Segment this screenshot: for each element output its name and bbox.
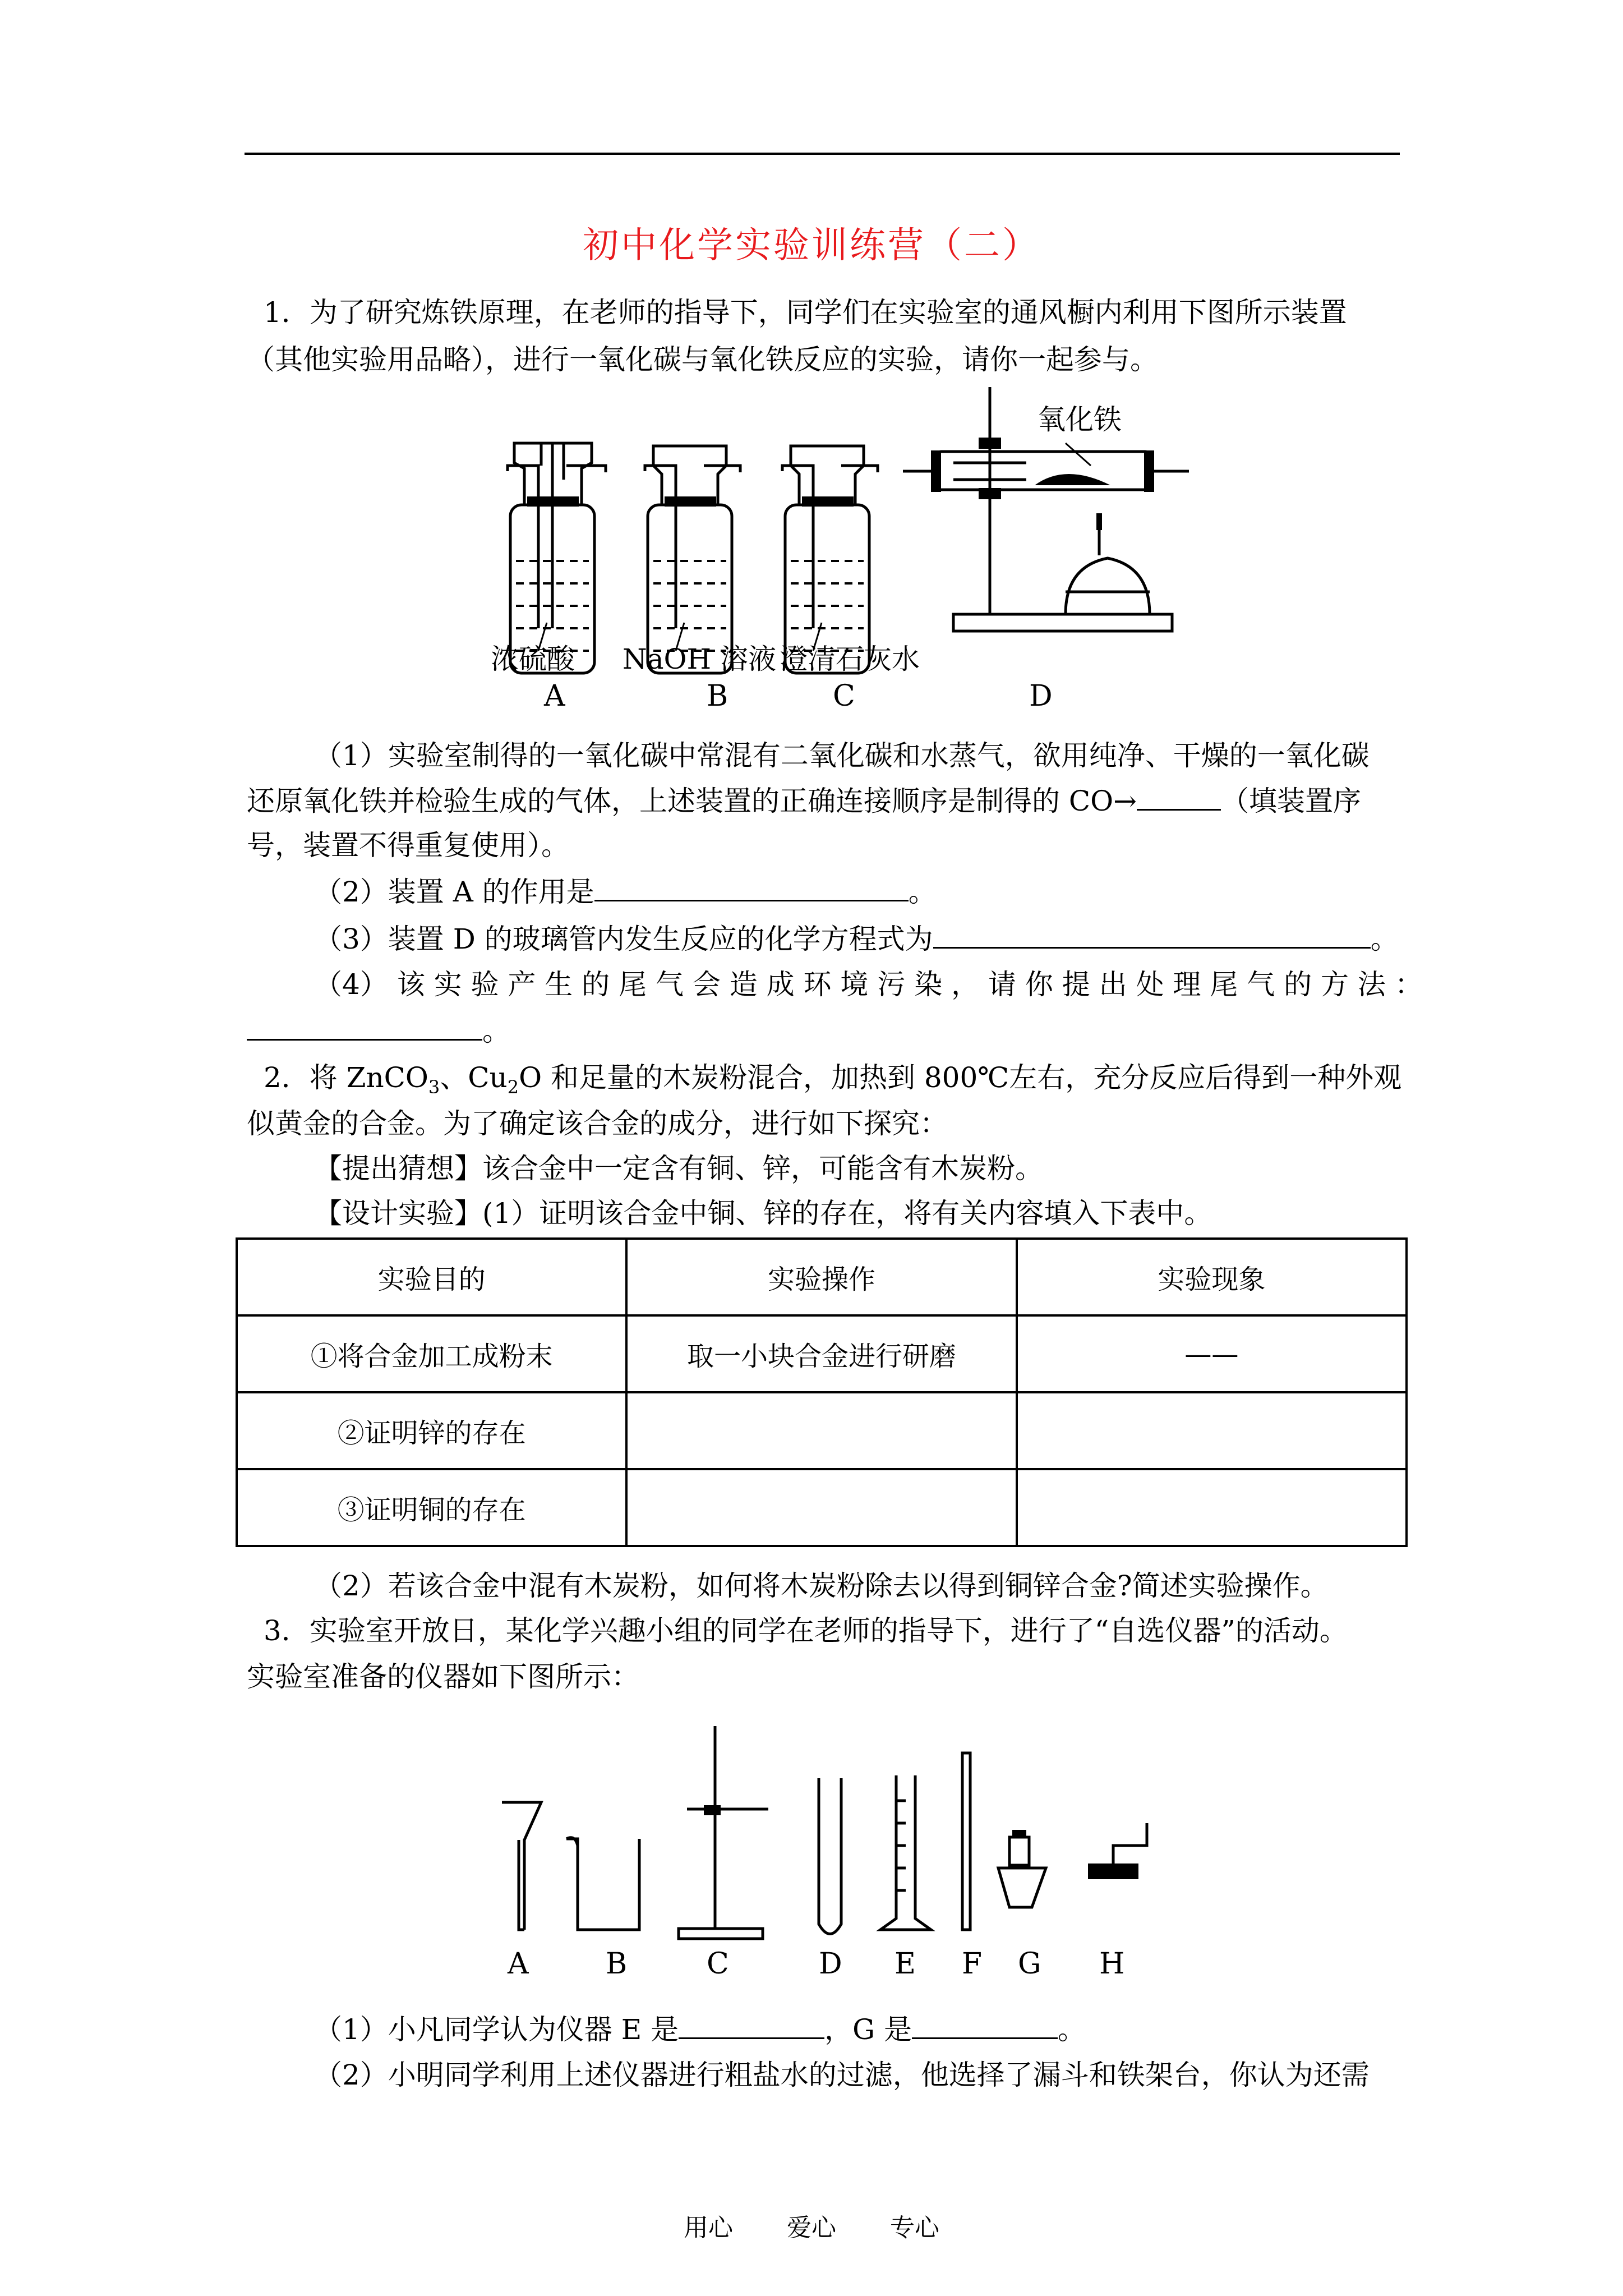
instrument-h-label: H — [1099, 1947, 1125, 1981]
label-a: A — [544, 679, 565, 713]
page-title: 初中化学实验训练营（二） — [583, 225, 1040, 266]
instrument-c-label: C — [707, 1947, 729, 1981]
q2-p2: （2）若该合金中混有木炭粉，如何将木炭粉除去以得到铜锌合金?简述实验操作。 — [314, 1570, 1329, 1602]
footer-item: 专心 — [890, 2214, 939, 2242]
table-cell: ①将合金加工成粉末 — [237, 1315, 626, 1392]
label-c-sub: 澄清石灰水 — [780, 643, 920, 675]
q1-intro-line2: （其他实验用品略），进行一氧化碳与氧化铁反应的实验，请你一起参与。 — [247, 343, 1158, 376]
q2-guess: 【提出猜想】该合金中一定含有铜、锌，可能含有木炭粉。 — [314, 1152, 1043, 1185]
footer-item: 用心 — [684, 2214, 733, 2242]
table-header: 实验目的 — [237, 1239, 626, 1315]
q1-p1-line1: （1）实验室制得的一氧化碳中常混有二氧化碳和水蒸气，欲用纯净、干燥的一氧化碳 — [314, 739, 1370, 772]
q3-intro-line2: 实验室准备的仪器如下图所示： — [247, 1660, 639, 1693]
q3-intro-line1: 3．实验室开放日，某化学兴趣小组的同学在老师的指导下，进行了“自选仪器”的活动。 — [264, 1614, 1348, 1647]
instrument-a-label: A — [508, 1947, 529, 1981]
instrument-f-label: F — [962, 1947, 983, 1981]
instrument-d-label: D — [819, 1947, 842, 1981]
label-b-sub: NaOH 溶液 — [623, 643, 777, 675]
q2-design: 【设计实验】(1）证明该合金中铜、锌的存在，将有关内容填入下表中。 — [314, 1197, 1212, 1230]
iron-oxide-callout: 氧化铁 — [1038, 403, 1122, 436]
q1-intro-line1: 1．为了研究炼铁原理，在老师的指导下，同学们在实验室的通风橱内利用下图所示装置 — [264, 296, 1347, 329]
table-cell: 取一小块合金进行研磨 — [626, 1315, 1016, 1392]
table-cell: —— — [1017, 1315, 1407, 1392]
q1-p1-line3: 号，装置不得重复使用）。 — [247, 829, 569, 862]
q1-p1-line2: 还原氧化铁并检验生成的气体，上述装置的正确连接顺序是制得的 CO→ （填装置序 — [247, 783, 1361, 818]
q1-p2: （2）装置 A 的作用是 。 — [314, 874, 937, 909]
q3-answer-blank-g[interactable] — [912, 2012, 1058, 2039]
label-c: C — [833, 679, 855, 713]
instrument-g-label: G — [1018, 1947, 1041, 1981]
q2-intro-line2: 似黄金的合金。为了确定该合金的成分，进行如下探究： — [247, 1107, 948, 1140]
q3-answer-blank-e[interactable] — [679, 2012, 824, 2039]
instrument-e-label: E — [895, 1947, 916, 1981]
table-header: 实验现象 — [1017, 1239, 1407, 1315]
label-b: B — [707, 679, 728, 713]
table-cell: ②证明锌的存在 — [237, 1392, 626, 1469]
q1-p4-line1: （4） 该 实 验 产 生 的 尾 气 会 造 成 环 境 污 染 ， 请 你 提 出 处 理 尾 气 的 方 法 ： — [314, 968, 1423, 1001]
q1-p3: （3）装置 D 的玻璃管内发生反应的化学方程式为 。 — [314, 921, 1399, 956]
q2-intro-line1: 2．将 ZnCO$_3$、$Cu_2O$ 和足量的木炭粉混合，加热到 800℃左右，充分反应后得到一种外观 — [264, 1061, 1402, 1098]
label-a-sub: 浓硫酸 — [491, 643, 575, 675]
table-header: 实验操作 — [626, 1239, 1016, 1315]
q1-p4-line2: 。 — [247, 1013, 510, 1048]
table-cell: ③证明铜的存在 — [237, 1469, 626, 1546]
instrument-b-label: B — [606, 1947, 628, 1981]
q3-p1: （1）小凡同学认为仪器 E 是 ，G 是 。 — [314, 2012, 1086, 2047]
q3-p2: （2）小明同学利用上述仪器进行粗盐水的过滤，他选择了漏斗和铁架台，你认为还需 — [314, 2059, 1370, 2091]
footer-item: 爱心 — [787, 2214, 836, 2242]
label-d: D — [1029, 679, 1053, 713]
page-footer — [0, 2207, 1623, 2243]
